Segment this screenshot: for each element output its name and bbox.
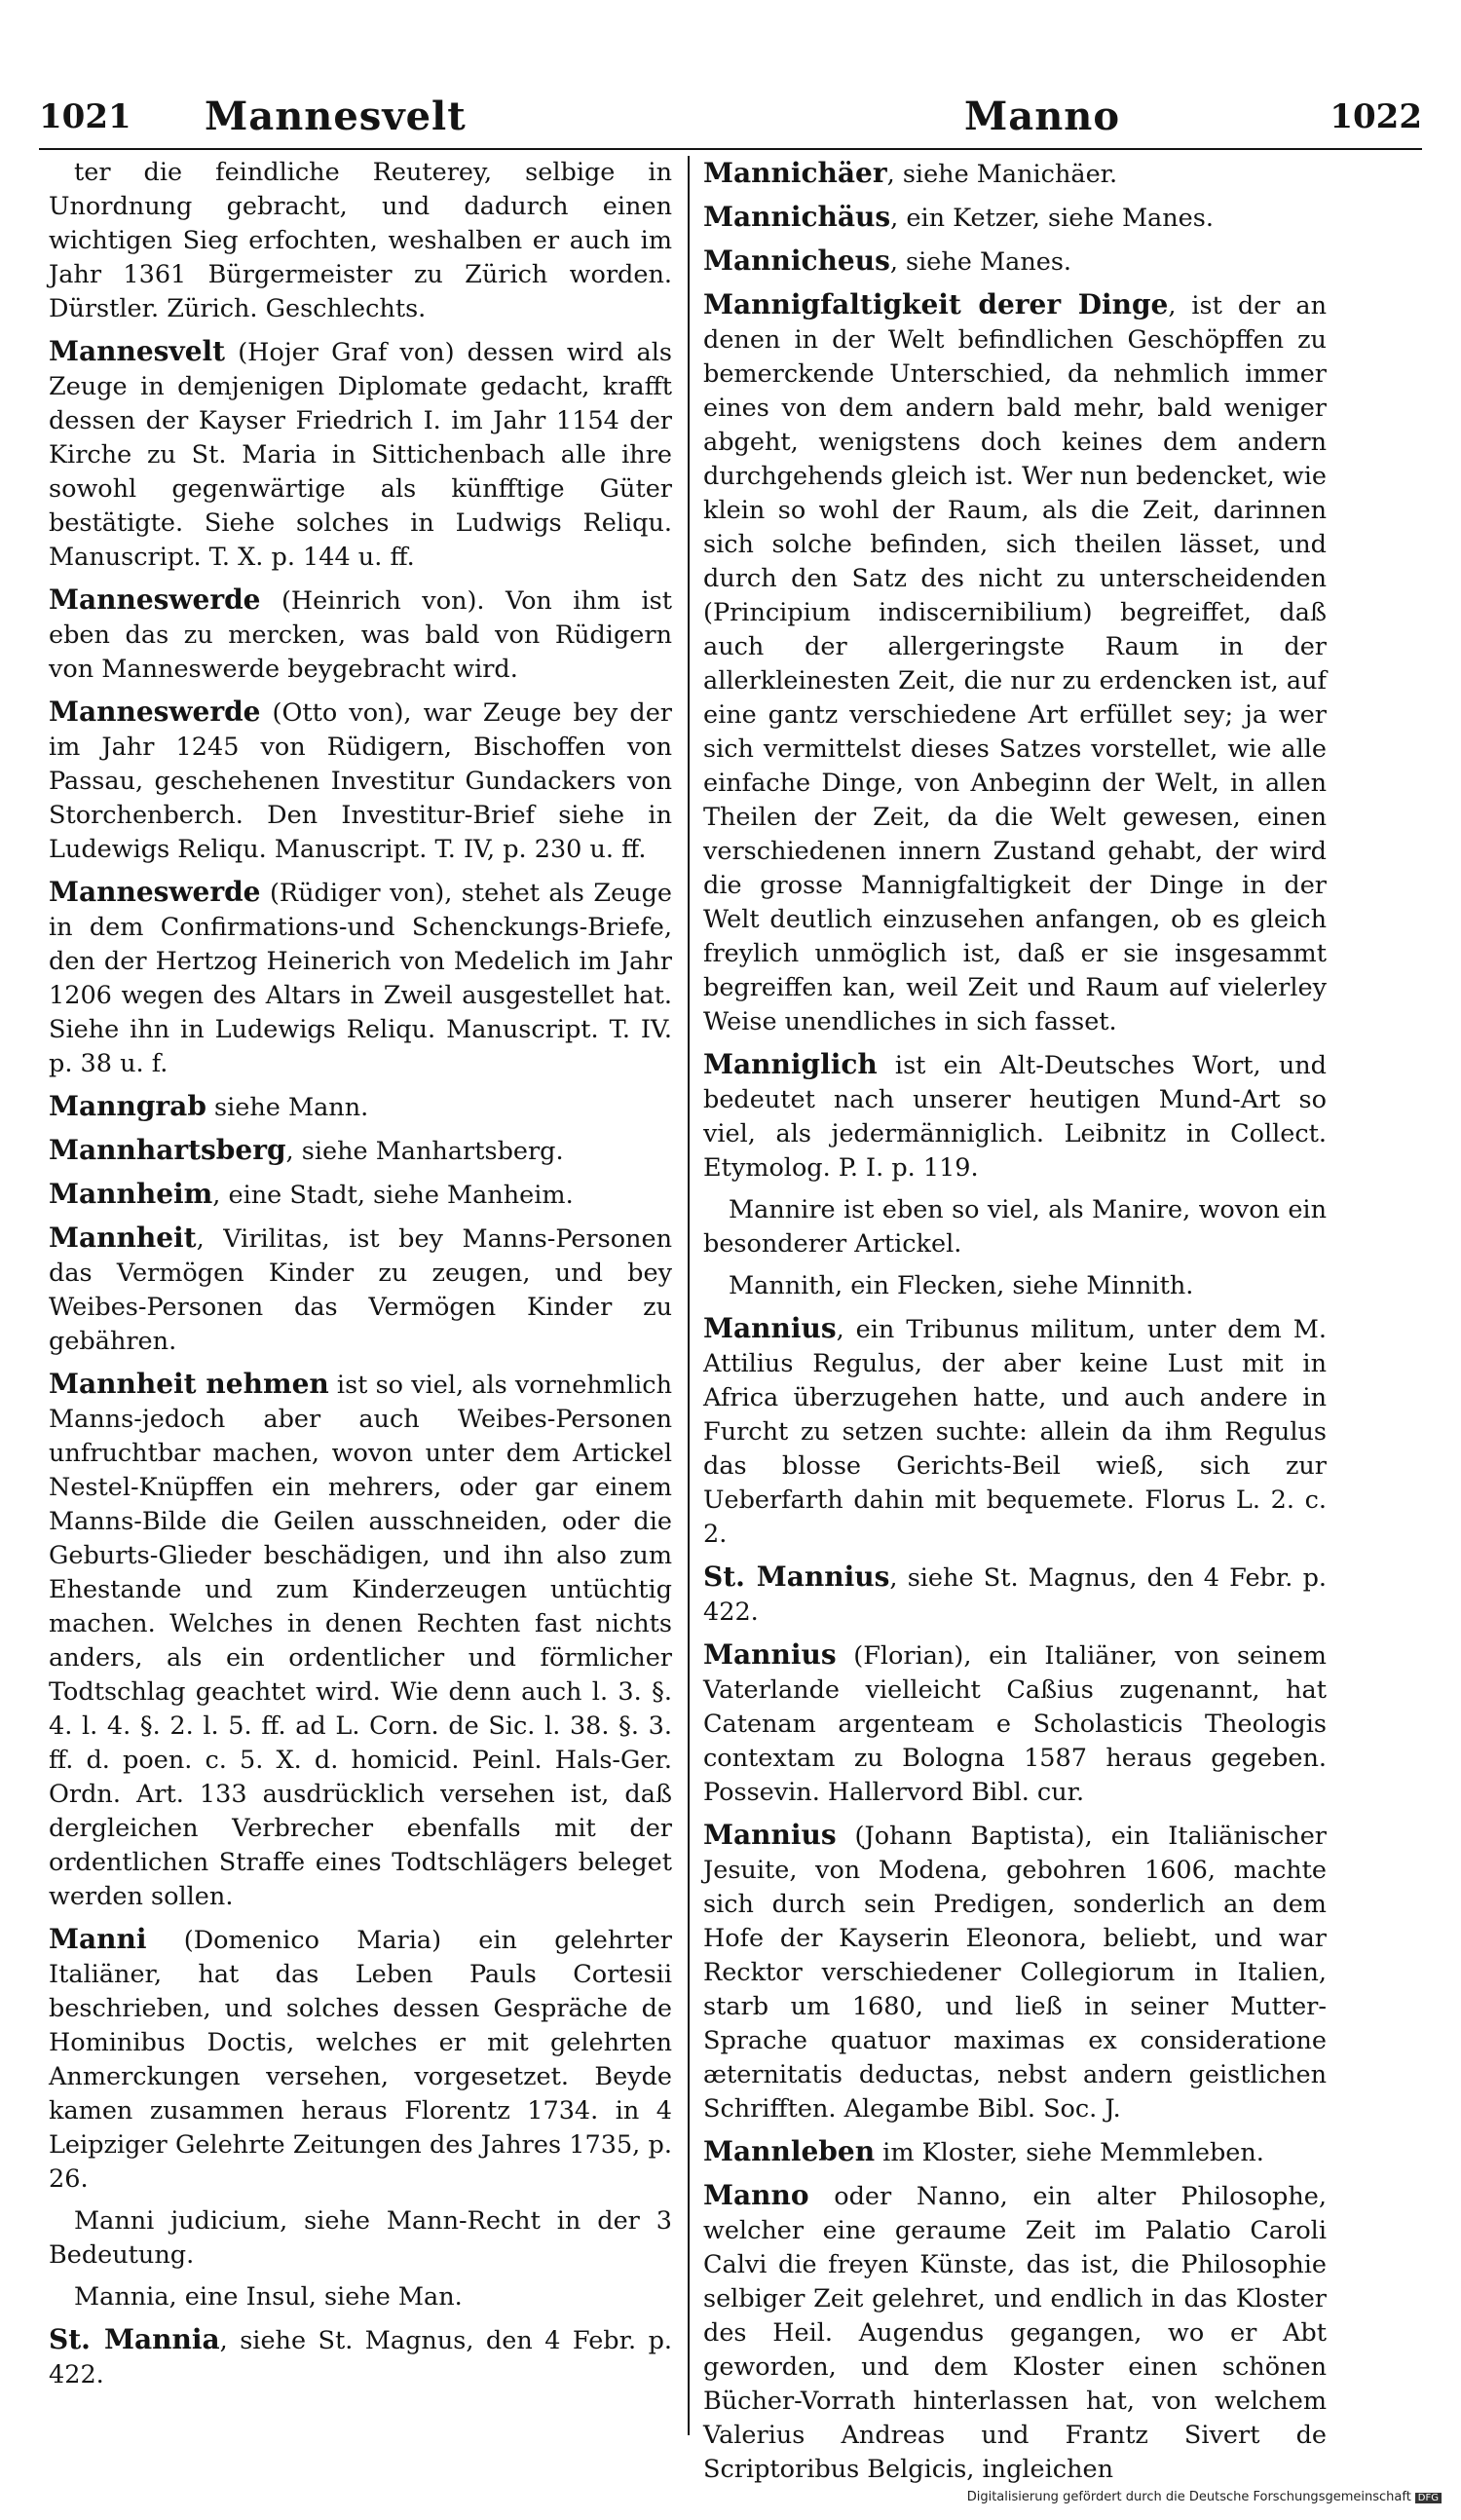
entry-text: , ein Tribunus militum, unter dem M. Attilius Regulus, der aber keine Lust mit in Africa überzugehen hatte, und auch andere in Furcht zu setzen suchte: allein da ihm Regulus das blosse Gerichts-Beil wieß, sich zur Ueberfarth dahin mit bequemete. Florus L. 2. c. 2. [703,1315,1327,1549]
dictionary-entry [703,1637,1327,1810]
entry-lemma: Mannheim [49,1178,213,1210]
dictionary-entry [703,1193,1327,1261]
dictionary-entry [703,1269,1327,1303]
dictionary-entry [49,1221,672,1359]
entry-lemma: Mannius [703,1819,837,1851]
dictionary-entry [49,583,672,687]
entry-text: (Florian), ein Italiäner, von seinem Vaterlande vielleicht Caßius zugenannt, hat Catenam argenteam e Scholasticis Theologis contextam zu Bologna 1587 heraus gegeben. Possevin. Hallervord Bibl. cur. [703,1641,1327,1807]
entry-text: ist ein Alt-Deutsches Wort, und bedeutet nach unserer heutigen Mund-Art so viel, als jedermänniglich. Leibnitz in Collect. Etymolog. P. I. p. 119. [703,1051,1327,1183]
entry-lemma: Mannesvelt [49,335,226,367]
dfg-logo: DFG [1415,2493,1442,2503]
entry-text: Mannith, ein Flecken, siehe Minnith. [729,1271,1194,1300]
entry-lemma: St. Mannius [703,1561,890,1593]
dictionary-entry [703,1560,1327,1630]
entry-text: (Rüdiger von), stehet als Zeuge in dem Confirmations-und Schenckungs-Briefe, den der Hertzog Heinerich von Medelich im Jahr 1206 wegen des Altars in Zweil ausgestellet hat. Siehe ihn in Ludewigs Reliqu. Manuscript. T. IV. p. 38 u. f. [49,879,672,1078]
dictionary-entry [703,1311,1327,1552]
dictionary-entry [49,1133,672,1169]
entry-lemma: Manni [49,1923,147,1955]
entry-text: (Heinrich von). Von ihm ist eben das zu mercken, was bald von Rüdigern von Manneswerde beygebracht wird. [49,586,672,684]
entry-text: (Johann Baptista), ein Italiänischer Jesuite, von Modena, gebohren 1606, machte sich durch sein Predigen, sonderlich an dem Hofe der Kayserin Eleonora, beliebt, und war Recktor verschiedener Collegiorum in Italien, starb um 1680, und ließ in seiner Mutter-Sprache quatuor maximas ex consideratione æternitatis deductas, nebst andern geistlichen Schrifften. Alegambe Bibl. Soc. J. [703,1822,1327,2124]
entry-lemma: Manngrab [49,1090,206,1122]
running-headword-right: Manno [964,94,1121,139]
entry-lemma: Manniglich [703,1048,878,1080]
dictionary-entry [703,1818,1327,2126]
column-rule [688,156,690,2435]
entry-text: ter die feindliche Reuterey, selbige in Unordnung gebracht, und dadurch einen wichtigen Sieg erfochten, weshalben er auch im Jahr 1361 Bürgermeister zu Zürich worden. Dürstler. Zürich. Geschlechts. [49,158,672,323]
entry-text: , siehe St. Magnus, den 4 Febr. p. 422. [703,1563,1327,1627]
entry-text: Mannire ist eben so viel, als Manire, wovon ein besonderer Artickel. [703,1195,1327,1259]
entry-text: , siehe St. Magnus, den 4 Febr. p. 422. [49,2326,673,2389]
entry-text: , Virilitas, ist bey Manns-Personen das Vermögen Kinder zu zeugen, und bey Weibes-Personen das Vermögen Kinder zu gebähren. [49,1224,672,1356]
entry-lemma: Mannheit [49,1222,197,1254]
left-column [49,156,672,2435]
entry-text: oder Nanno, ein alter Philosophe, welcher eine geraume Zeit im Palatio Caroli Calvi die freyen Künste, das ist, die Philosophie selbiger Zeit gelehret, und endlich in das Kloster des Heil. Augendus gegangen, wo er Abt geworden, und dem Kloster einen schönen Bücher-Vorrath hinterlassen hat, von welchem Valerius Andreas und Frantz Sivert de Scriptoribus Belgicis, ingleichen [703,2182,1327,2484]
dictionary-entry [49,2322,672,2392]
entry-lemma: Manneswerde [49,876,261,908]
entry-text: , siehe Manhartsberg. [285,1137,564,1166]
entry-lemma: Mannichäus [703,201,891,233]
dictionary-entry [703,2134,1327,2170]
entry-lemma: Manno [703,2179,809,2211]
dictionary-entry [49,1089,672,1125]
entry-text: siehe Mann. [206,1093,369,1122]
dictionary-entry [703,156,1327,192]
digitization-credit [967,2490,1442,2504]
entry-text: , siehe Manes. [889,247,1072,277]
right-column [703,156,1327,2484]
dictionary-entry [49,875,672,1081]
dictionary-entry [703,287,1327,1039]
entry-lemma: St. Mannia [49,2323,220,2355]
dictionary-entry [49,334,672,575]
credit-text: Digitalisierung gefördert durch die Deutsche Forschungsgemeinschaft [966,2490,1411,2504]
entry-text: ist so viel, als vornehmlich Manns-jedoch aber auch Weibes-Personen unfruchtbar machen, wovon unter dem Artickel Nestel-Knüpffen ein mehrers, oder gar einem Manns-Bilde die Geilen ausschneiden, oder die Geburts-Glieder beschädigen, und ihn also zum Ehestande und zum Kinderzeugen untüchtig machen. Welches in denen Rechten fast nichts anders, als ein ordentlicher und förmlicher Todtschlag geachtet wird. Wie denn auch l. 3. §. 4. l. 4. §. 2. l. 5. ff. ad L. Corn. de Sic. l. 38. §. 3. ff. d. poen. c. 5. X. d. homicid. Peinl. Hals-Ger. Ordn. Art. 133 ausdrücklich versehen ist, daß dergleichen Verbrecher ebenfalls mit der ordentlichen Straffe eines Todtschlägers beleget werden sollen. [49,1371,672,1911]
entry-lemma: Manneswerde [49,696,261,728]
dictionary-entry [49,1367,672,1914]
dictionary-entry [703,1047,1327,1185]
entry-lemma: Mannichäer [703,157,887,189]
entry-text: Mannia, eine Insul, siehe Man. [74,2282,463,2312]
dictionary-entry [49,156,672,326]
entry-lemma: Manneswerde [49,583,261,616]
dictionary-entry [49,1177,672,1213]
page-number-left: 1021 [39,97,131,136]
dictionary-entry [703,244,1327,280]
dictionary-entry [703,200,1327,236]
entry-text: (Otto von), war Zeuge bey der im Jahr 1245 von Rüdigern, Bischoffen von Passau, geschehenen Investitur Gundackers von Storchenberch. Den Investitur-Brief siehe in Ludewigs Reliqu. Manuscript. T. IV, p. 230 u. ff. [49,698,672,864]
running-headword-left: Mannesvelt [205,94,467,139]
dictionary-entry [703,2178,1327,2487]
dictionary-entry [49,1922,672,2197]
entry-lemma: Mannleben [703,2135,876,2167]
entry-lemma: Mannheit nehmen [49,1368,329,1400]
dictionary-entry [49,695,672,867]
page-number-right: 1022 [1330,97,1422,136]
entry-text: , ist der an denen in der Welt befindlichen Geschöpffen zu bemerckende Unterschied, da nehmlich immer eines von dem andern bald mehr, bald weniger abgeht, wenigstens doch keines dem andern durchgehends gleich ist. Wer nun bedencket, wie klein so wohl der Raum, als die Zeit, darinnen sich solche befinden, sich theilen lässet, und durch den Satz des nicht zu unterscheidenden (Principium indiscernibilium) begreiffet, daß auch der allergeringste Raum in der allerkleinesten Zeit, die nur zu erdencken ist, auf eine gantz verschiedene Art erfüllet sey; ja wer sich vermittelst dieses Satzes vorstellet, wie alle einfache Dinge, von Anbeginn der Welt, in allen Theilen der Zeit, da die Welt gewesen, einen verschiedenen innern Zustand gehabt, der wird die grosse Mannigfaltigkeit der Dinge in der Welt deutlich einzusehen anfangen, ob es gleich freylich unmöglich ist, daß er sie insgesammt begreiffen kan, weil Zeit und Raum auf vielerley Weise unendliches in sich fasset. [703,291,1327,1036]
dictionary-entry [49,2280,672,2314]
running-header [39,94,1422,156]
entry-text: (Domenico Maria) ein gelehrter Italiäner, hat das Leben Pauls Cortesii beschrieben, und solches dessen Gespräche de Hominibus Doctis, welches er mit gelehrten Anmerckungen versehen, vorgesetzet. Beyde kamen zusammen heraus Florentz 1734. in 4 Leipziger Gelehrte Zeitungen des Jahres 1735, p. 26. [49,1926,672,2194]
entry-text: , eine Stadt, siehe Manheim. [212,1181,574,1210]
header-rule [39,148,1422,150]
entry-text: im Kloster, siehe Memmleben. [875,2138,1264,2167]
entry-text: (Hojer Graf von) dessen wird als Zeuge in demjenigen Diplomate gedacht, krafft dessen der Kayser Friedrich I. im Jahr 1154 der Kirche zu St. Maria in Sittichenbach alle ihre sowohl gegenwärtige als künfftige Güter bestätigte. Siehe solches in Ludwigs Reliqu. Manuscript. T. X. p. 144 u. ff. [49,338,672,572]
entry-lemma: Mannhartsberg [49,1134,286,1166]
entry-text: , siehe Manichäer. [886,160,1118,189]
entry-text: , ein Ketzer, siehe Manes. [890,204,1214,233]
entry-lemma: Mannicheus [703,244,890,277]
entry-lemma: Mannius [703,1312,837,1344]
entry-text: Manni judicium, siehe Mann-Recht in der 3 Bedeutung. [49,2206,672,2270]
entry-lemma: Mannius [703,1638,837,1671]
entry-lemma: Mannigfaltigkeit derer Dinge [703,288,1169,320]
dictionary-entry [49,2204,672,2273]
